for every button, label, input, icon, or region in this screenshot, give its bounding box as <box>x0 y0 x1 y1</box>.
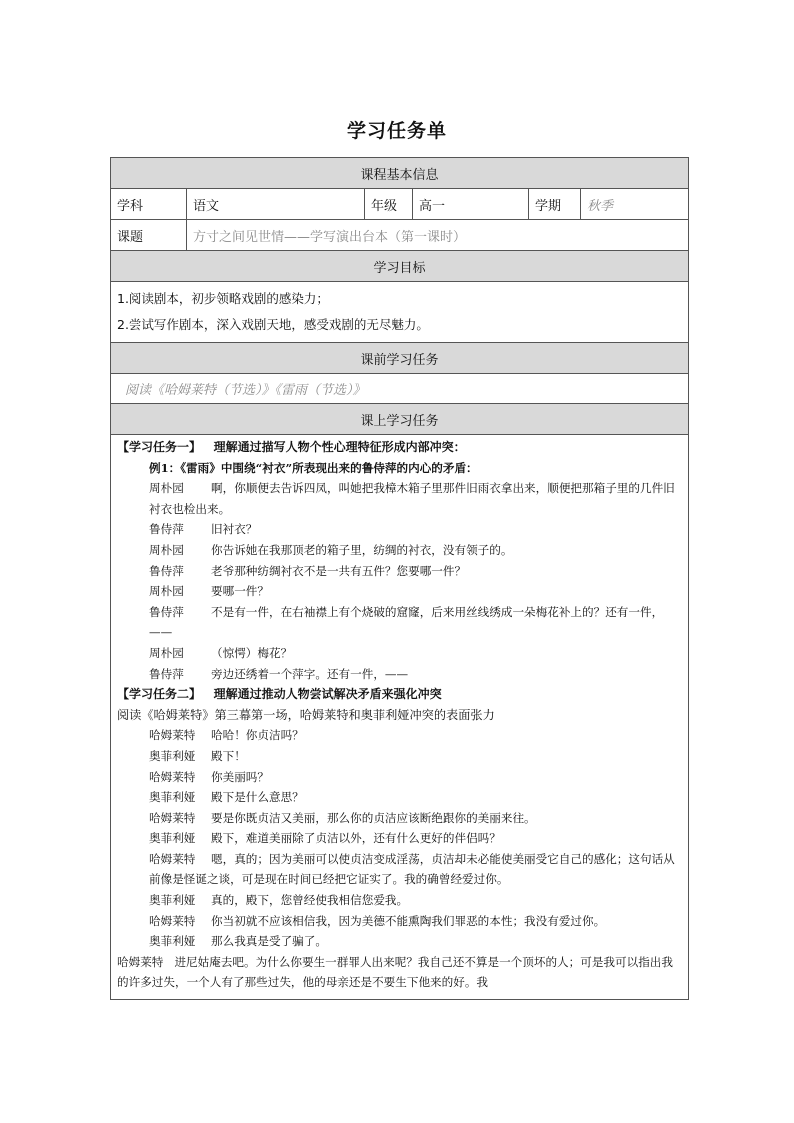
term-value: 秋季 <box>581 189 689 220</box>
pre-task-text: 阅读《哈姆莱特（节选）》《雷雨（节选）》 <box>111 374 689 404</box>
subject-value: 语文 <box>187 189 365 220</box>
dialogue-line <box>117 561 682 582</box>
dialogue-line <box>117 911 682 932</box>
dialogue-line <box>117 787 682 808</box>
dialogue-line <box>117 664 682 685</box>
line-text: （惊愕）梅花？ <box>211 645 293 660</box>
grade-value: 高一 <box>413 189 529 220</box>
dialogue-line <box>117 602 682 643</box>
task-sheet-table <box>110 157 689 1000</box>
goal-item: 2.尝试写作剧本，深入戏剧天地，感受戏剧的无尽魅力。 <box>117 317 429 332</box>
in-class-header: 课上学习任务 <box>111 404 689 435</box>
speaker: 奥菲利娅 <box>149 934 196 949</box>
task2-label: 【学习任务二】 <box>117 687 202 702</box>
goals-list <box>111 282 689 343</box>
line-text: 要是你既贞洁又美丽，那么你的贞洁应该断绝跟你的美丽来往。 <box>211 810 536 825</box>
dialogue-line <box>117 849 682 890</box>
dialogue-line <box>117 746 682 767</box>
subject-label: 学科 <box>111 189 187 220</box>
line-text: 你美丽吗？ <box>211 769 269 784</box>
speaker: 奥菲利娅 <box>149 893 196 908</box>
speaker: 哈姆莱特 <box>149 913 196 928</box>
speaker: 周朴园 <box>149 645 184 660</box>
line-text: 不是有一件，在右袖襟上有个烧破的窟窿，后来用丝线绣成一朵梅花补上的？还有一件，—— <box>149 604 664 640</box>
topic-label: 课题 <box>111 220 187 251</box>
dialogue-line <box>117 767 682 788</box>
speaker: 哈姆莱特 <box>149 769 196 784</box>
task2-heading <box>117 684 682 705</box>
line-text: 真的，殿下，您曾经使我相信您爱我。 <box>211 893 409 908</box>
line-text: 老爷那种纺绸衬衣不是一共有五件？您要哪一件？ <box>211 563 467 578</box>
task1-text: 理解通过描写人物个性心理特征形成内部冲突： <box>213 440 466 454</box>
speaker: 周朴园 <box>149 542 184 557</box>
speaker: 鲁侍萍 <box>149 604 184 619</box>
dialogue-line <box>117 643 682 664</box>
line-text: 你当初就不应该相信我，因为美德不能熏陶我们罪恶的本性；我没有爱过你。 <box>211 913 606 928</box>
line-text: 旁边还绣着一个萍字。还有一件，—— <box>211 666 409 681</box>
dialogue-line <box>117 931 682 952</box>
speaker: 哈姆莱特 <box>149 728 196 743</box>
line-text: 那么我真是受了骗了。 <box>211 934 327 949</box>
final-dialogue-line <box>117 952 682 993</box>
dialogue-line <box>117 725 682 746</box>
term-label: 学期 <box>529 189 581 220</box>
line-text: 要哪一件？ <box>211 584 269 599</box>
line-text: 嗯，真的；因为美丽可以使贞洁变成淫荡，贞洁却未必能使美丽受它自己的感化；这句话从前像是怪诞之谈，可是现在时间已经把它证实了。我的确曾经爱过你。 <box>149 851 675 887</box>
task2-text: 理解通过推动人物尝试解决矛盾来强化冲突 <box>213 687 442 702</box>
speaker: 鲁侍萍 <box>149 563 184 578</box>
goals-header: 学习目标 <box>111 251 689 282</box>
dialogue-line <box>117 519 682 540</box>
pre-task-header: 课前学习任务 <box>111 343 689 374</box>
speaker: 奥菲利娅 <box>149 790 196 805</box>
dialogue-line <box>117 808 682 829</box>
line-text: 进尼姑庵去吧。为什么你要生一群罪人出来呢？我自己还不算是一个顶坏的人；可是我可以指出我的许多过失，一个人有了那些过失，他的母亲还是不要生下他来的好。我 <box>117 954 673 990</box>
dialogue-line <box>117 478 682 519</box>
line-text: 殿下是什么意思？ <box>211 790 304 805</box>
line-text: 殿下！ <box>211 748 246 763</box>
speaker: 哈姆莱特 <box>149 851 196 866</box>
line-text: 你告诉她在我那顶老的箱子里，纺绸的衬衣，没有领子的。 <box>211 542 513 557</box>
speaker: 哈姆莱特 <box>117 954 164 969</box>
speaker: 鲁侍萍 <box>149 522 184 537</box>
speaker: 奥菲利娅 <box>149 831 196 846</box>
dialogue-line <box>117 540 682 561</box>
speaker: 周朴园 <box>149 481 184 496</box>
dialogue-line <box>117 581 682 602</box>
page-title: 学习任务单 <box>346 120 447 142</box>
line-text: 哈哈！你贞洁吗？ <box>211 728 304 743</box>
reading2: 阅读《哈姆莱特》第三幕第一场，哈姆莱特和奥菲利娅冲突的表面张力 <box>117 707 495 722</box>
speaker: 奥菲利娅 <box>149 748 196 763</box>
line-text: 啊，你顺便去告诉四凤，叫她把我樟木箱子里那件旧雨衣拿出来，顺便把那箱子里的几件旧衬衣也检出来。 <box>149 481 675 516</box>
grade-label: 年级 <box>365 189 413 220</box>
dialogue-line <box>117 828 682 849</box>
speaker: 鲁侍萍 <box>149 666 184 681</box>
line-text: 旧衬衣？ <box>211 522 258 537</box>
goal-item: 1.阅读剧本，初步领略戏剧的感染力； <box>117 291 329 306</box>
example1: 例1：《雷雨》中围绕“衬衣”所表现出来的鲁侍萍的内心的矛盾： <box>149 460 478 475</box>
task1-heading <box>117 437 682 458</box>
dialogue2 <box>117 725 682 952</box>
dialogue-line <box>117 890 682 911</box>
speaker: 周朴园 <box>149 584 184 599</box>
basic-info-header: 课程基本信息 <box>111 158 689 189</box>
line-text: 殿下，难道美丽除了贞洁以外，还有什么更好的伴侣吗？ <box>211 831 501 846</box>
dialogue1 <box>117 478 682 684</box>
topic-value: 方寸之间见世情——学写演出台本（第一课时） <box>187 220 689 251</box>
task1-label: 【学习任务一】 <box>117 440 202 454</box>
in-class-content <box>111 435 689 1000</box>
speaker: 哈姆莱特 <box>149 810 196 825</box>
